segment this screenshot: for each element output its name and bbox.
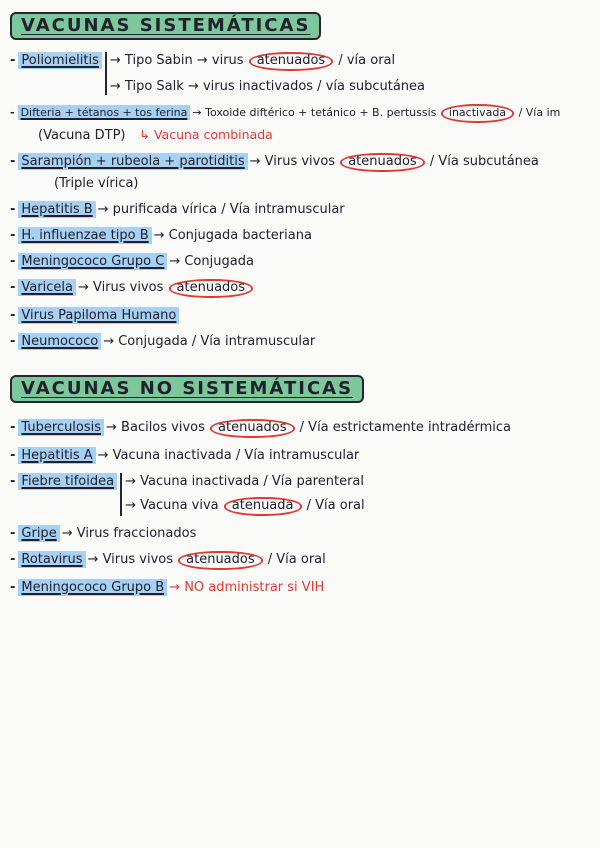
bullet-dash: - [10, 420, 16, 435]
sub-note [38, 126, 596, 144]
red-circle-annotation: atenuados [169, 279, 254, 298]
section-2-items [8, 419, 596, 596]
sub-note [54, 175, 596, 192]
list-item-triple-virica [10, 153, 596, 192]
list-item-meningococo-c [10, 253, 596, 270]
vaccine-term: Meningococo Grupo B [18, 579, 167, 596]
list-item-meningococo-b [10, 579, 596, 596]
description-text: / Vía estrictamente intradérmica [295, 420, 511, 435]
vaccine-term: Poliomielitis [18, 52, 102, 69]
red-circle-annotation: atenuados [249, 52, 334, 71]
bullet-dash: - [10, 474, 16, 489]
bullet-dash: - [10, 334, 16, 349]
vaccine-term: Sarampión + rubeola + parotiditis [18, 153, 247, 170]
description-text: → Bacilos vivos [106, 420, 210, 435]
branch-text: → Tipo Sabin → virus [109, 53, 248, 68]
list-item-gripe [10, 525, 596, 542]
vaccine-term: Virus Papiloma Humano [18, 307, 179, 324]
bullet-dash: - [10, 280, 16, 295]
bullet-dash: - [10, 526, 16, 541]
list-item-fiebre-tifoidea [10, 473, 596, 516]
list-item-vph [10, 307, 596, 324]
red-annotation: → NO administrar si VIH [169, 580, 325, 595]
branch-line [110, 78, 425, 95]
branch-group [120, 473, 365, 516]
branch-group [105, 52, 425, 95]
bullet-dash: - [10, 254, 16, 269]
sub-note-text: (Vacuna DTP) [38, 128, 126, 143]
vaccine-term: Meningococo Grupo C [18, 253, 167, 270]
description-text: → Conjugada [169, 254, 254, 269]
description-text: / Vía subcutánea [425, 154, 539, 169]
branch-text: / Vía oral [302, 498, 365, 513]
description-text: → Virus vivos [77, 280, 168, 295]
list-item-neumococo [10, 333, 596, 350]
vaccine-term: Gripe [18, 525, 59, 542]
vaccine-term: Difteria + tétanos + tos ferina [18, 105, 191, 120]
bullet-dash: - [10, 106, 15, 119]
vaccine-term: Hepatitis B [18, 201, 95, 218]
list-item-tuberculosis [10, 419, 596, 438]
bullet-dash: - [10, 448, 16, 463]
bullet-dash: - [10, 53, 16, 68]
branch-text: → Tipo Salk → virus inactivados / vía subcutánea [109, 79, 426, 94]
description-text: → Virus vivos [249, 154, 340, 169]
red-circle-annotation: atenuados [340, 153, 425, 172]
list-item-hepatitis-a [10, 447, 596, 464]
branch-line [125, 497, 365, 516]
description-text: → Toxoide diftérico + tetánico + B. pertussis [192, 106, 440, 119]
vaccine-term: Varicela [18, 279, 76, 296]
sub-note-text: (Triple vírica) [54, 176, 139, 191]
branch-text: → Vacuna inactivada / Vía parenteral [125, 474, 364, 489]
vaccine-term: Fiebre tifoidea [18, 473, 117, 490]
description-text: → Conjugada / Vía intramuscular [103, 334, 316, 349]
list-item-dtp [10, 104, 596, 144]
list-item-hepatitis-b [10, 201, 596, 218]
description-text: → Virus fraccionados [61, 526, 197, 541]
red-circle-annotation: atenuada [224, 497, 302, 516]
list-item-varicela [10, 279, 596, 298]
description-text: / Vía oral [263, 552, 326, 567]
branch-text: / vía oral [334, 53, 396, 68]
description-text: → Virus vivos [87, 552, 178, 567]
red-circle-annotation: atenuados [178, 551, 263, 570]
bullet-dash: - [10, 308, 16, 323]
red-annotation: ↳ Vacuna combinada [139, 127, 273, 142]
description-text: → Conjugada bacteriana [153, 228, 312, 243]
branch-line [125, 473, 365, 490]
red-circle-annotation: atenuados [210, 419, 295, 438]
list-item-poliomielitis [10, 52, 596, 95]
branch-text: → Vacuna viva [125, 498, 223, 513]
description-text: / Vía im [515, 106, 561, 119]
bullet-dash: - [10, 154, 16, 169]
list-item-h-influenzae [10, 227, 596, 244]
vaccine-term: H. influenzae tipo B [18, 227, 151, 244]
section-title-sistematicas: VACUNAS SISTEMÁTICAS [10, 12, 321, 40]
vaccine-term: Hepatitis A [18, 447, 95, 464]
list-item-rotavirus [10, 551, 596, 570]
vaccine-term: Neumococo [18, 333, 101, 350]
vaccine-term: Tuberculosis [18, 419, 104, 436]
vaccine-term: Rotavirus [18, 551, 85, 568]
description-text: → Vacuna inactivada / Vía intramuscular [97, 448, 360, 463]
bullet-dash: - [10, 202, 16, 217]
branch-line [110, 52, 425, 71]
red-circle-annotation: inactivada [441, 104, 514, 123]
bullet-dash: - [10, 552, 16, 567]
bullet-dash: - [10, 228, 16, 243]
section-title-no-sistematicas: VACUNAS NO SISTEMÁTICAS [10, 375, 364, 403]
description-text: → purificada vírica / Vía intramuscular [97, 202, 345, 217]
bullet-dash: - [10, 580, 16, 595]
